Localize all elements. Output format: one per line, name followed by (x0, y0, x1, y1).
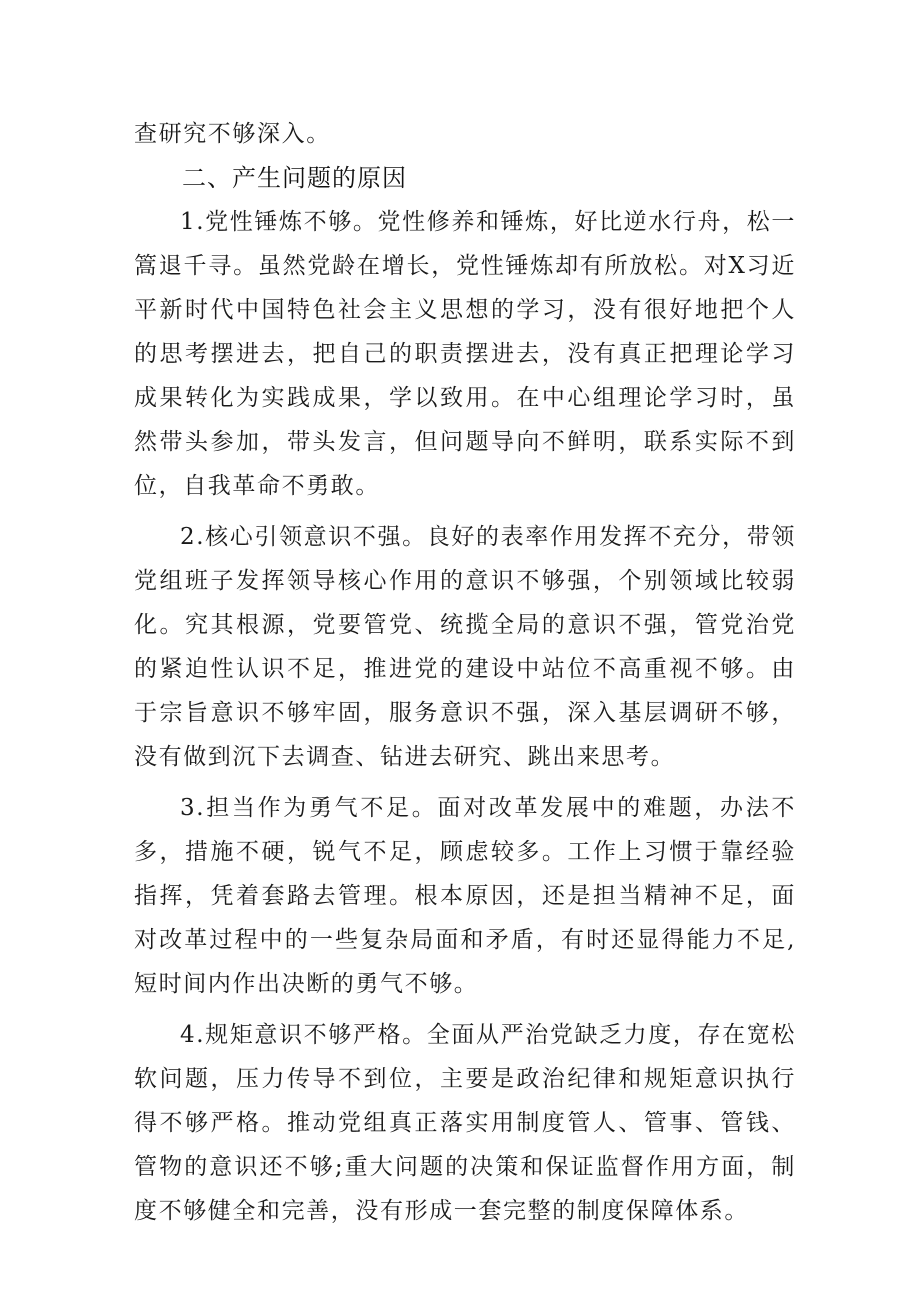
paragraph-4: 4.规矩意识不够严格。全面从严治党缺乏力度，存在宽松软问题，压力传导不到位，主要是政治纪律和规矩意识执行得不够严格。推动党组真正落实用制度管人、管事、管钱、管物的意识还不够;重大问题的决策和保证监督作用方面，制度不够健全和完善，没有形成一套完整的制度保障体系。 (134, 1022, 796, 1224)
document-body (134, 112, 796, 1233)
paragraph-2: 2.核心引领意识不强。良好的表率作用发挥不充分，带领党组班子发挥领导核心作用的意识不够强，个别领域比较弱化。究其根源，党要管党、统揽全局的意识不强，管党治党的紧迫性认识不足，推进党的建设中站位不高重视不够。由于宗旨意识不够牢固，服务意识不强，深入基层调研不够，没有做到沉下去调查、钻进去研究、跳出来思考。 (134, 524, 796, 770)
paragraph-1: 1.党性锤炼不够。党性修养和锤炼，好比逆水行舟，松一篙退千寻。虽然党龄在增长，党性锤炼却有所放松。对X习近平新时代中国特色社会主义思想的学习，没有很好地把个人的思考摆进去，把自己的职责摆进去，没有真正把理论学习成果转化为实践成果，学以致用。在中心组理论学习时，虽然带头参加，带头发言，但问题导向不鲜明，联系实际不到位，自我革命不勇敢。 (134, 209, 796, 499)
section-heading: 二、产生问题的原因 (182, 164, 407, 192)
paragraph-3: 3.担当作为勇气不足。面对改革发展中的难题，办法不多，措施不硬，锐气不足，顾虑较多。工作上习惯于靠经验指挥，凭着套路去管理。根本原因，还是担当精神不足，面对改革过程中的一些复杂局面和矛盾，有时还显得能力不足,短时间内作出决断的勇气不够。 (134, 795, 796, 997)
continuation-text: 查研究不够深入。 (134, 121, 331, 147)
